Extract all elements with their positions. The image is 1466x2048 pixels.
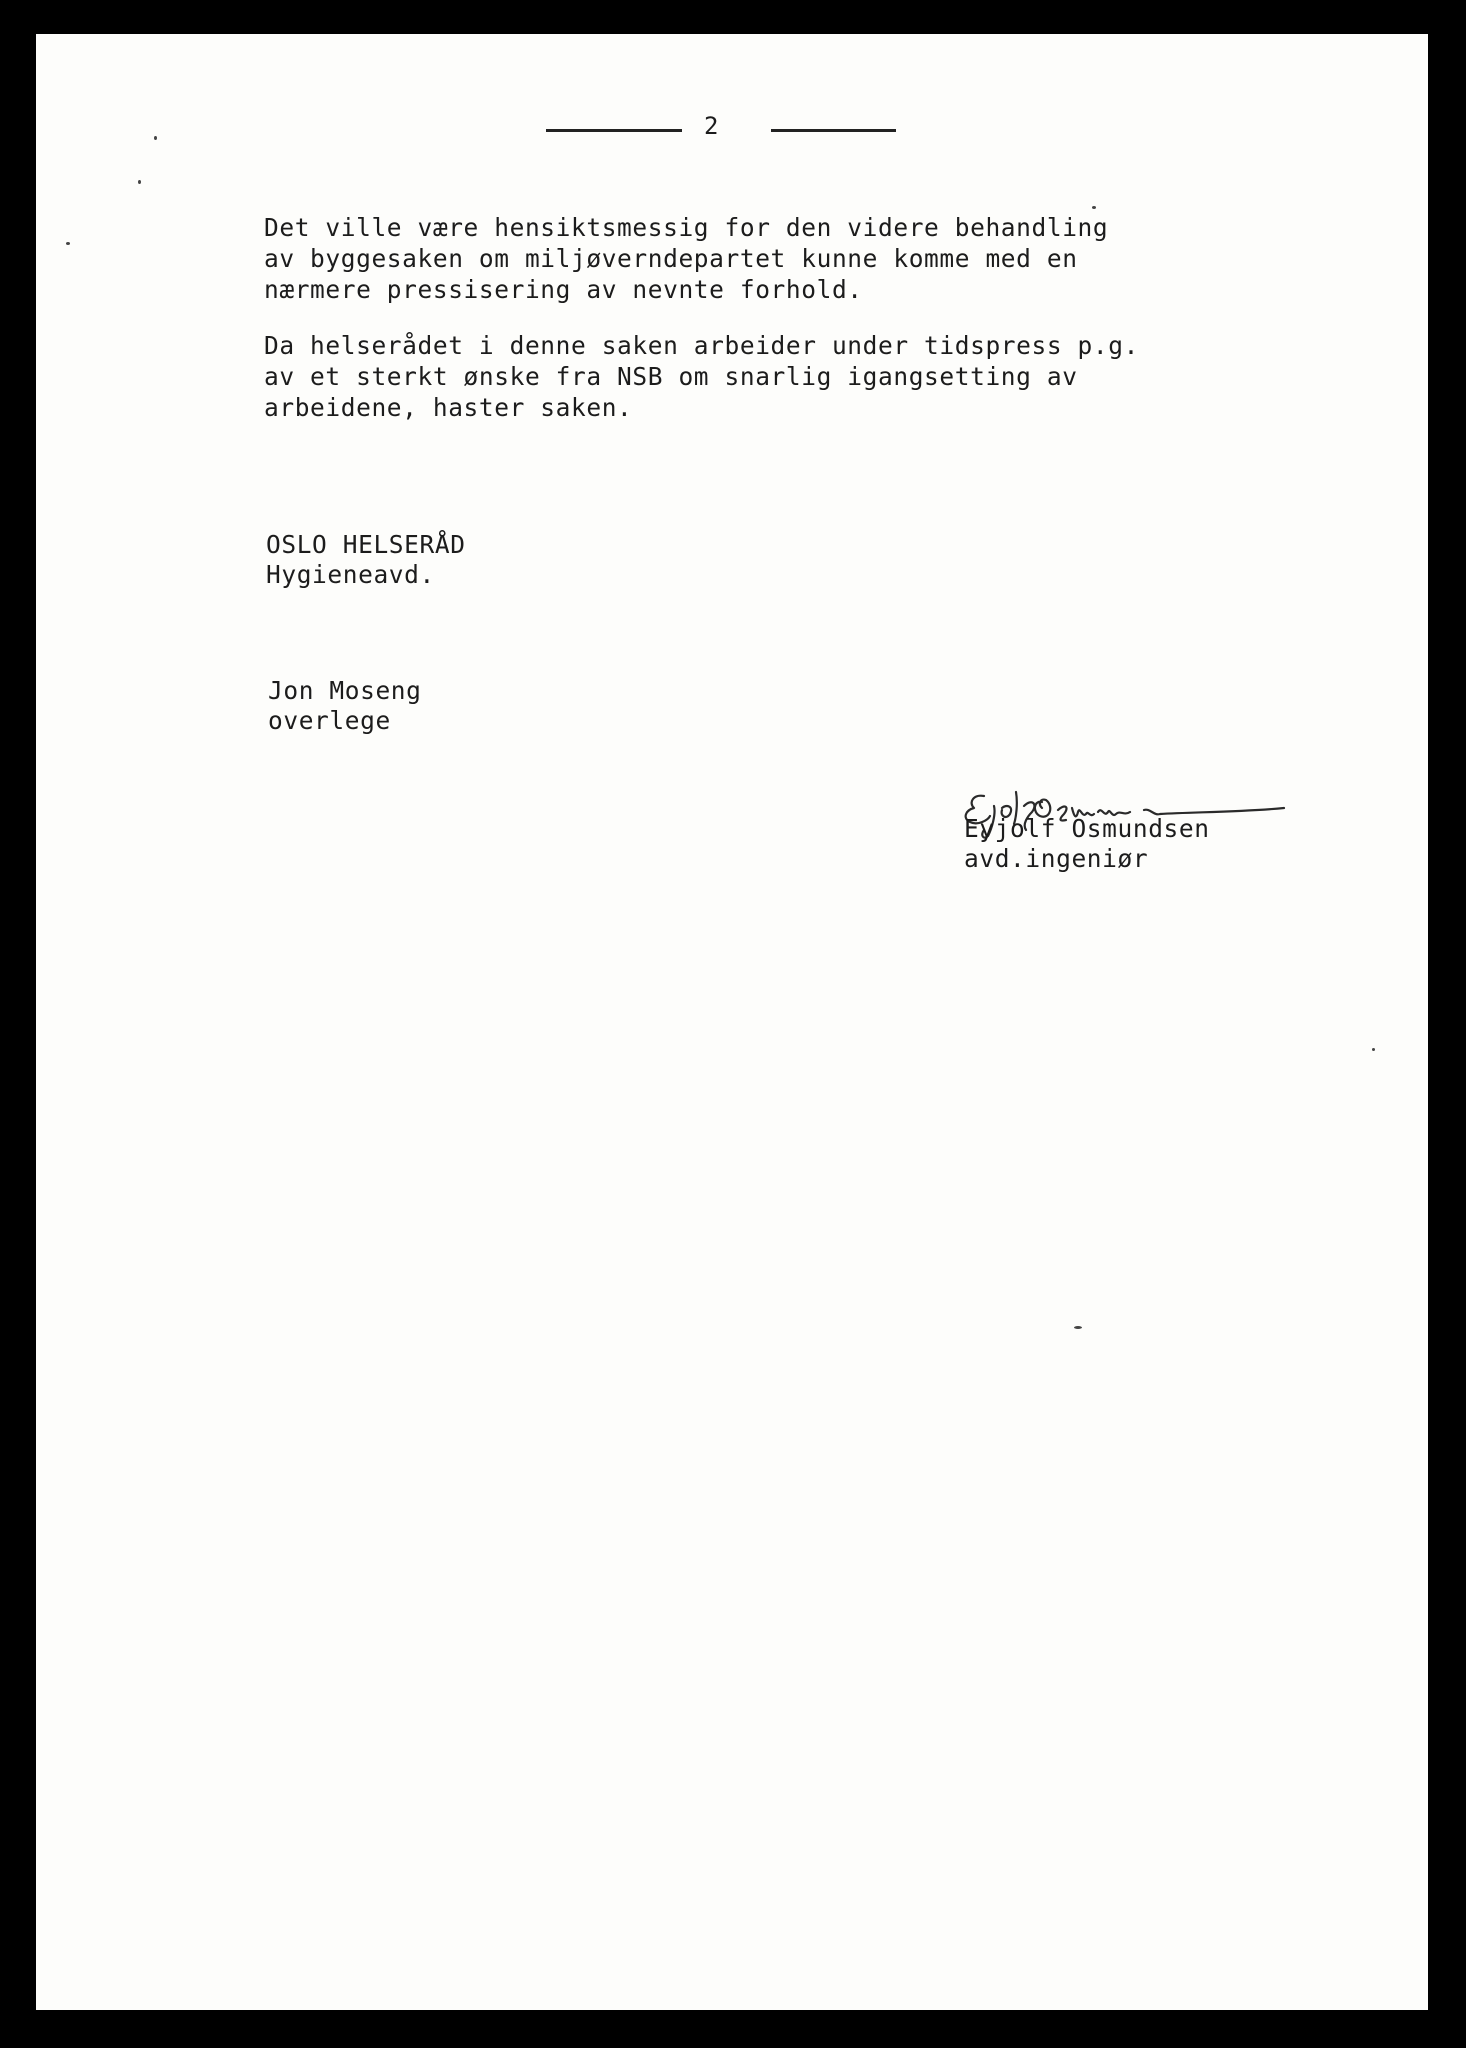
document-page (36, 34, 1428, 2010)
signer-1-block (268, 676, 422, 736)
text-line: arbeidene, haster saken. (264, 393, 633, 422)
scan-speck (1074, 1326, 1082, 1329)
scan-speck (154, 136, 157, 140)
signer-1-title: overlege (268, 706, 391, 735)
signer-1-name: Jon Moseng (268, 676, 422, 705)
page-header (546, 112, 896, 146)
signer-2-title: avd.ingeniør (964, 844, 1149, 873)
text-line: av byggesaken om miljøverndepartet kunne komme med en (264, 244, 1078, 273)
page-number: 2 (704, 112, 720, 140)
scan-speck (1092, 206, 1096, 209)
scan-speck (1372, 1048, 1375, 1051)
header-rule-left (546, 129, 682, 132)
signer-2-name: Eyjolf Osmundsen (964, 814, 1210, 843)
text-line: Det ville være hensiktsmessig for den videre behandling (264, 213, 1109, 242)
body-paragraph-1 (264, 212, 1108, 305)
signer-2-block (964, 814, 1210, 874)
text-line: Da helserådet i denne saken arbeider under tidspress p.g. (264, 331, 1139, 360)
text-line: nærmere pressisering av nevnte forhold. (264, 275, 863, 304)
text-line: av et sterkt ønske fra NSB om snarlig igangsetting av (264, 362, 1078, 391)
scan-speck (138, 180, 141, 184)
organization-block (266, 530, 466, 590)
header-rule-right (771, 129, 896, 132)
body-paragraph-2 (264, 330, 1139, 423)
department-name: Hygieneavd. (266, 560, 435, 589)
scan-speck (66, 242, 70, 245)
organization-name: OSLO HELSERÅD (266, 530, 466, 559)
